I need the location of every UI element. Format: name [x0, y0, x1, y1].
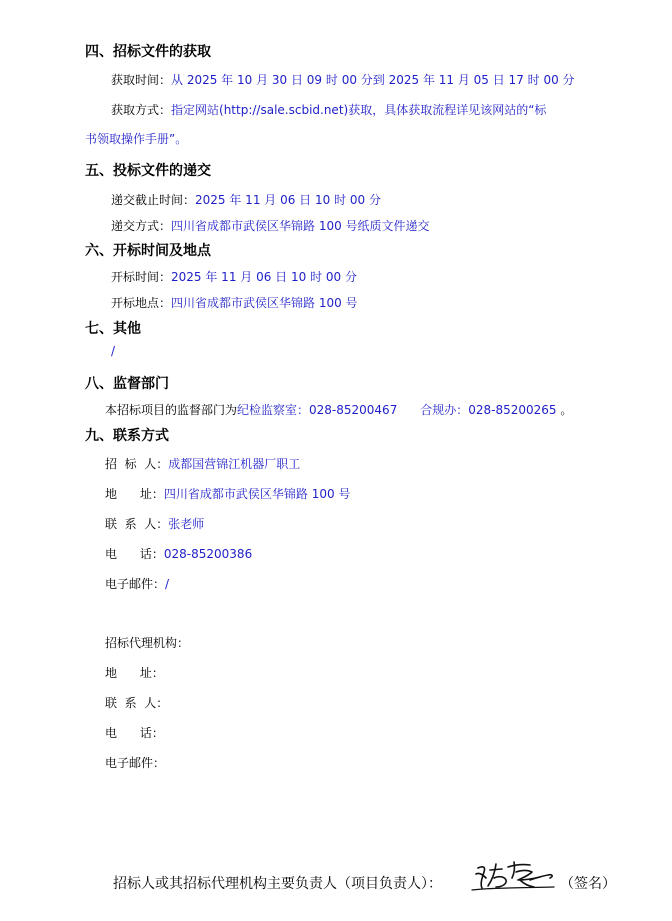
signature-label: 招标人或其招标代理机构主要负责人（项目负责人）：	[113, 876, 442, 892]
s7-value: /	[111, 344, 116, 358]
signature-suffix: （签名）	[560, 876, 616, 892]
s9-tenderer-phone-label: 电 话：	[105, 547, 164, 561]
s4-method-value-line1: 指定网站(http://sale.scbid.net)获取，具体获取流程详见该网站的“标	[171, 103, 547, 117]
s8-text-suffix: 。	[556, 403, 573, 417]
s8-text-value: 纪检监察室：028-85200467 合规办：028-85200265	[237, 403, 557, 417]
s8-text-prefix: 本招标项目的监督部门为	[105, 403, 238, 417]
s5-method-label: 递交方式：	[111, 219, 172, 233]
s9-tenderer-address-row	[105, 485, 350, 502]
section-9-title: 九、联系方式	[85, 428, 169, 444]
s9-tenderer-address-value: 四川省成都市武侯区华锦路 100 号	[163, 487, 351, 501]
section-6-title: 六、开标时间及地点	[85, 243, 211, 259]
s9-tenderer-name-label: 招 标 人：	[105, 457, 169, 471]
s5-method-value: 四川省成都市武侯区华锦路 100 号纸质文件递交	[171, 219, 430, 233]
s4-method-label: 获取方式：	[111, 103, 172, 117]
section-7-title: 七、其他	[85, 321, 141, 337]
s9-tenderer-phone-value: 028-85200386	[163, 547, 253, 561]
s4-time-value: 从 2025 年 10 月 30 日 09 时 00 分到 2025 年 11 月 05 日 17 时 00 分	[171, 73, 575, 87]
s9-tenderer-contact-row	[105, 515, 204, 532]
s9-agency-contact-label: 联 系 人：	[105, 696, 169, 710]
section-5-title: 五、投标文件的递交	[85, 163, 211, 179]
handwritten-signature	[470, 858, 560, 892]
s9-tenderer-name-row	[105, 455, 300, 472]
s9-agency-title: 招标代理机构：	[105, 636, 190, 650]
s9-agency-address-label: 地 址：	[105, 666, 164, 680]
s9-tenderer-email-value: /	[165, 577, 170, 591]
section-4-title: 四、招标文件的获取	[85, 44, 211, 60]
s6-time-label: 开标时间：	[111, 270, 172, 284]
s9-tenderer-name-value: 成都国营锦江机器厂职工	[168, 457, 301, 471]
s4-method-row	[111, 101, 546, 118]
s6-time-row	[111, 268, 357, 285]
s4-method-value-line2: 书领取操作手册”。	[85, 132, 188, 146]
s5-deadline-value: 2025 年 11 月 06 日 10 时 00 分	[195, 193, 381, 207]
s9-tenderer-phone-row	[105, 545, 252, 562]
s8-text-row	[105, 401, 572, 418]
s9-tenderer-address-label: 地 址：	[105, 487, 164, 501]
s6-time-value: 2025 年 11 月 06 日 10 时 00 分	[171, 270, 357, 284]
s9-agency-email-label: 电子邮件：	[105, 756, 166, 770]
s9-tenderer-email-row	[105, 575, 169, 592]
s4-time-label: 获取时间：	[111, 73, 172, 87]
s5-deadline-label: 递交截止时间：	[111, 193, 196, 207]
s9-agency-phone-label: 电 话：	[105, 726, 164, 740]
s5-method-row	[111, 217, 430, 234]
s5-deadline-row	[111, 191, 381, 208]
s9-tenderer-contact-label: 联 系 人：	[105, 517, 169, 531]
s9-tenderer-email-label: 电子邮件：	[105, 577, 166, 591]
s4-time-row	[111, 71, 575, 88]
s6-place-row	[111, 294, 358, 311]
s6-place-label: 开标地点：	[111, 296, 172, 310]
s9-tenderer-contact-value: 张老师	[168, 517, 205, 531]
section-8-title: 八、监督部门	[85, 376, 169, 392]
s6-place-value: 四川省成都市武侯区华锦路 100 号	[171, 296, 358, 310]
